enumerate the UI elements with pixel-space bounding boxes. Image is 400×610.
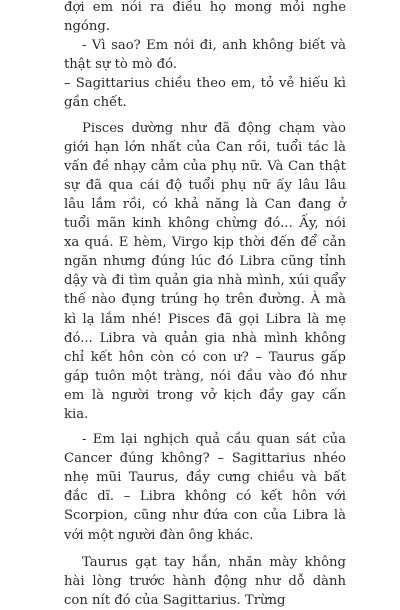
paragraph-4: Pisces dường như đã động chạm vào giới hạn lớn nhất của Can rồi, tuổi tác là vấn đề nhạy cảm của phụ nữ. Và Can thật sự đã qua cái độ tuổi phụ nữ ấy lâu lâu lâu lắm rồi, có khả năng là Can đang ở tuổi mãn kinh không chừng đó... Ấy, nói xa quá. E hèm, Virgo kịp thời đến để cản ngăn nhưng đúng lúc đó Libra cũng tỉnh dậy và đi tìm quản gia nhà mình, xúi quẩy thế nào đụng trúng họ trên đường. À mà kì lạ lắm nhé! Pisces đã gọi Libra là mẹ đó... Libra và quản gia nhà mình không chỉ kết hôn còn có con ư? – Taurus gấp gáp tuôn một tràng, nói đầu vào đó như em là người trong vở kịch đầy gay cấn kia. bbox=[64, 120, 346, 422]
paragraph-5: - Em lại nghịch quả cầu quan sát của Cancer đúng không? – Sagittarius nhéo nhẹ mũi Taurus, đầy cưng chiều và bất đắc dĩ. – Libra không có kết hôn với Scorpion, cũng như đứa con của Libra là với một người đàn ông khác. bbox=[64, 432, 346, 543]
paragraph-3: – Sagittarius chiều theo em, tỏ vẻ hiếu kì gần chết. bbox=[64, 76, 346, 111]
paragraph-6: Taurus gạt tay hắn, nhăn mày không hài lòng trước hành động như dỗ dành con nít đó của Sagittarius. Trừng bbox=[64, 554, 346, 608]
paragraph-1: đợi em nói ra điều họ mong mỏi nghe ngóng. bbox=[64, 0, 346, 35]
paragraph-2: - Vì sao? Em nói đi, anh không biết và thật sự tò mò đó. bbox=[64, 38, 346, 73]
page-text bbox=[64, 0, 346, 610]
